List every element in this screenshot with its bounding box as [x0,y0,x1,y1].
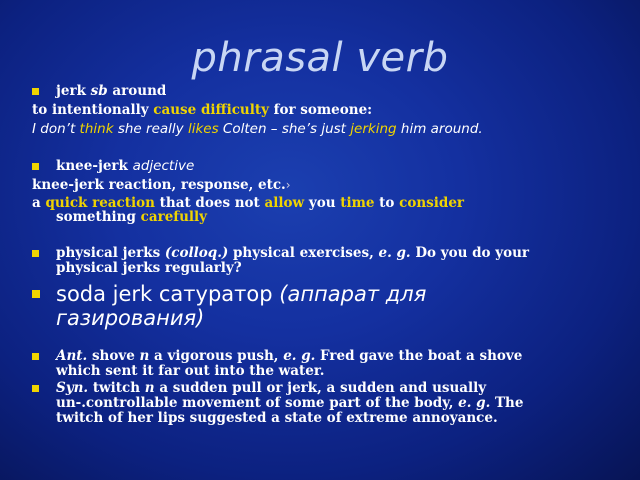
example-text: twitch of her lips suggested a state of extreme annoyance. [56,410,498,426]
bullet-icon [32,250,39,257]
headword: knee-jerk [56,158,128,174]
headword: jerk [56,83,86,99]
usage-label: (colloq.) [164,245,229,261]
headword: physical jerks [56,245,161,261]
definition-text: to intentionally [32,102,149,118]
example-text: I don’t [32,121,76,137]
entry-knee-jerk-sub [32,178,291,193]
definition-text: un-.controllable movement of some part of the body, [56,395,454,411]
example-text: physical jerks regularly? [56,260,242,276]
highlight-word: consider [399,195,465,211]
example-text: The [495,395,524,411]
bullet-icon [32,88,39,95]
translation-note: (аппарат для [279,282,427,306]
headword: twitch [92,380,141,396]
entry-soda-jerk [32,282,632,330]
highlight-word: quick reaction [45,195,155,211]
part-of-speech: n [144,380,155,396]
definition-text: physical exercises, [232,245,374,261]
bullet-icon [32,163,39,170]
example-text: she really [117,121,184,137]
definition-text: for someone: [273,102,373,118]
example-text: Colten – she’s just [222,121,346,137]
example-text: Fred gave the boat a shove [320,348,523,364]
entry-synonym-twitch [32,381,632,426]
slide-title: phrasal verb [191,35,449,81]
antonym-label: Ant. [56,348,88,364]
bullet-icon [32,290,40,298]
headword-around: around [112,83,167,99]
highlight-word: time [340,195,375,211]
entry-knee-jerk-definition-cont [56,210,207,225]
entry-jerk-around-head [32,84,166,99]
entry-antonym-shove [32,349,632,379]
entry-physical-jerks [32,246,632,276]
highlight-word: cause difficulty [153,102,269,118]
entry-knee-jerk-head [32,159,194,174]
definition-text: something [56,209,136,225]
example-text: him around. [400,121,483,137]
entry-jerk-around-definition [32,103,372,118]
example-text: Do you do your [415,245,530,261]
synonym-label: Syn. [56,380,89,396]
translation-note: газирования) [56,306,205,330]
example-text: which sent it far out into the water. [56,363,325,379]
definition-text: to [379,195,395,211]
bullet-icon [32,353,39,360]
bullet-icon [32,385,39,392]
part-of-speech: n [139,348,150,364]
highlight-word: likes [187,121,219,137]
highlight-word: jerking [350,121,397,137]
headword: soda jerk сатуратор [56,282,273,306]
highlight-word: think [79,121,114,137]
highlight-word: carefully [140,209,208,225]
sub-entry: knee-jerk reaction, response, etc. [32,177,286,193]
headword: shove [91,348,135,364]
part-of-speech: adjective [132,158,195,174]
definition-text: a vigorous push, [154,348,279,364]
definition-text: that does not [159,195,260,211]
chevron-right-icon: › [285,178,291,192]
entry-jerk-around-example [32,122,483,137]
definition-text: a sudden pull or jerk, a sudden and usually [159,380,487,396]
definition-text: a [32,195,41,211]
example-marker: e. g. [378,245,411,261]
definition-text: you [308,195,336,211]
headword-sb: sb [90,83,108,99]
example-marker: e. g. [283,348,316,364]
example-marker: e. g. [458,395,491,411]
highlight-word: allow [264,195,305,211]
